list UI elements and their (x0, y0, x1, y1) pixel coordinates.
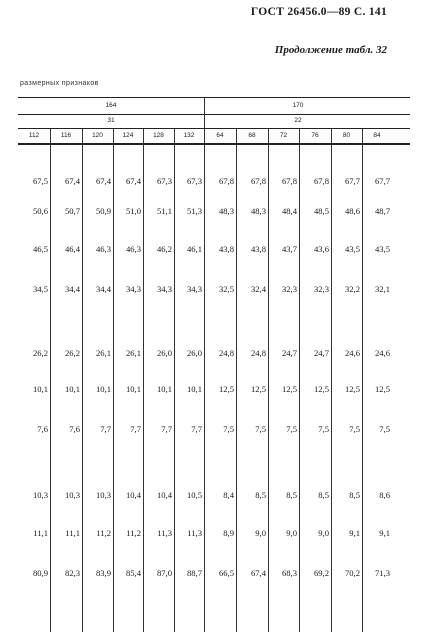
column-header: 128 (153, 132, 164, 139)
table-cell: 83,9 (95, 568, 111, 578)
table-cell: 67,5 (32, 176, 48, 186)
table-cell: 7,5 (255, 424, 266, 434)
table-cell: 8,5 (286, 490, 297, 500)
table-cell: 46,1 (186, 244, 202, 254)
table-cell: 7,5 (349, 424, 360, 434)
table-cell: 10,1 (125, 384, 141, 394)
table-cell: 10,1 (32, 384, 48, 394)
table-cell: 67,4 (95, 176, 111, 186)
column-divider (174, 129, 175, 632)
table-cell: 9,0 (318, 528, 329, 538)
table-cell: 43,6 (313, 244, 329, 254)
table-cell: 10,5 (186, 490, 202, 500)
table-cell: 51,3 (186, 206, 202, 216)
table-cell: 50,9 (95, 206, 111, 216)
table-cell: 7,5 (286, 424, 297, 434)
table-cell: 11,1 (33, 528, 48, 538)
table-caption: размерных признаков (20, 80, 99, 87)
table-cell: 51,1 (156, 206, 172, 216)
table-cell: 48,3 (218, 206, 234, 216)
table-cell: 10,1 (64, 384, 80, 394)
table-cell: 88,7 (186, 568, 202, 578)
table-cell: 68,3 (281, 568, 297, 578)
table-cell: 46,4 (64, 244, 80, 254)
table-cell: 46,3 (95, 244, 111, 254)
column-header: 120 (92, 132, 103, 139)
table-cell: 10,1 (186, 384, 202, 394)
table-cell: 32,2 (344, 284, 360, 294)
table-cell: 34,3 (125, 284, 141, 294)
column-header: 124 (122, 132, 134, 139)
group-header-170: 170 (292, 102, 304, 109)
table-cell: 9,0 (255, 528, 266, 538)
table-cell: 46,3 (125, 244, 141, 254)
table-cell: 50,6 (32, 206, 48, 216)
column-header: 64 (216, 132, 224, 139)
table-cell: 12,5 (250, 384, 266, 394)
table-cell: 26,2 (32, 348, 48, 358)
table-cell: 50,7 (64, 206, 80, 216)
table-cell: 8,5 (255, 490, 266, 500)
table-cell: 11,2 (126, 528, 141, 538)
table-cell: 7,5 (223, 424, 234, 434)
page-header: ГОСТ 26456.0—89 С. 141 (250, 6, 387, 18)
table-cell: 80,9 (32, 568, 48, 578)
table-cell: 46,2 (156, 244, 172, 254)
column-header: 116 (60, 132, 72, 139)
table-cell: 8,9 (223, 528, 234, 538)
table-cell: 67,8 (250, 176, 266, 186)
table-cell: 9,0 (286, 528, 297, 538)
table-cell: 24,7 (313, 348, 329, 358)
table-cell: 69,2 (313, 568, 329, 578)
table-cell: 67,4 (64, 176, 80, 186)
table-cell: 10,1 (95, 384, 111, 394)
table-cell: 24,6 (344, 348, 360, 358)
table-cell: 12,5 (281, 384, 297, 394)
table-cell: 11,1 (65, 528, 80, 538)
subgroup-rule (18, 128, 410, 129)
table-cell: 43,8 (218, 244, 234, 254)
table-cell: 48,7 (374, 206, 390, 216)
table-cell: 12,5 (313, 384, 329, 394)
table-cell: 9,1 (379, 528, 390, 538)
column-header: 72 (279, 132, 288, 139)
table-cell: 26,2 (64, 348, 80, 358)
table-cell: 11,3 (187, 528, 202, 538)
table-cell: 32,3 (313, 284, 329, 294)
table-cell: 67,3 (156, 176, 172, 186)
table-cell: 11,2 (96, 528, 111, 538)
table-cell: 8,4 (223, 490, 234, 500)
table-cell: 7,7 (191, 424, 202, 434)
subgroup-header-31: 31 (107, 117, 115, 124)
column-divider (113, 129, 114, 632)
table-cell: 67,8 (218, 176, 234, 186)
table-cell: 8,5 (349, 490, 360, 500)
table-cell: 67,8 (281, 176, 297, 186)
table-cell: 32,1 (374, 284, 390, 294)
table-cell: 51,0 (125, 206, 141, 216)
column-header: 68 (248, 132, 256, 139)
table-cell: 70,2 (344, 568, 360, 578)
table-cell: 8,5 (318, 490, 329, 500)
table-cell: 11,3 (157, 528, 172, 538)
table-cell: 10,3 (95, 490, 111, 500)
column-divider (50, 129, 51, 632)
table-cell: 9,1 (349, 528, 360, 538)
table-cell: 7,7 (100, 424, 111, 434)
table-cell: 26,0 (186, 348, 202, 358)
subgroup-header-22: 22 (294, 117, 302, 124)
table-cell: 34,4 (95, 284, 111, 294)
table-cell: 32,3 (281, 284, 297, 294)
table-cell: 24,6 (374, 348, 390, 358)
table-cell: 7,5 (318, 424, 329, 434)
table-cell: 10,1 (156, 384, 172, 394)
table-cell: 7,5 (379, 424, 390, 434)
table-cell: 71,3 (374, 568, 390, 578)
column-divider (268, 129, 269, 632)
table-cell: 67,7 (374, 176, 390, 186)
table-cell: 67,4 (125, 176, 141, 186)
header-bottom-rule (18, 143, 410, 145)
column-header: 112 (28, 132, 40, 139)
table-cell: 67,8 (313, 176, 329, 186)
table-cell: 48,6 (344, 206, 360, 216)
table-cell: 43,7 (281, 244, 297, 254)
table-cell: 43,5 (344, 244, 360, 254)
column-header: 132 (183, 132, 195, 139)
table-cell: 48,4 (281, 206, 297, 216)
table-cell: 26,0 (156, 348, 172, 358)
table-cell: 82,3 (64, 568, 80, 578)
table-cell: 32,4 (250, 284, 266, 294)
table-cell: 67,4 (250, 568, 266, 578)
table-cell: 24,8 (250, 348, 266, 358)
column-header: 76 (311, 132, 319, 139)
table-cell: 26,1 (95, 348, 111, 358)
table-cell: 12,5 (374, 384, 390, 394)
table-cell: 10,3 (32, 490, 48, 500)
table-cell: 67,7 (344, 176, 360, 186)
column-divider (331, 129, 332, 632)
table-cell: 10,3 (64, 490, 80, 500)
table-cell: 34,3 (156, 284, 172, 294)
table-cell: 43,5 (374, 244, 390, 254)
table-cell: 7,7 (161, 424, 172, 434)
table-cell: 34,4 (64, 284, 80, 294)
table-cell: 87,0 (156, 568, 172, 578)
table-cell: 7,7 (130, 424, 141, 434)
table-cell: 66,5 (218, 568, 234, 578)
table-cell: 34,5 (32, 284, 48, 294)
column-divider (143, 129, 144, 632)
table-cell: 67,3 (186, 176, 202, 186)
table-cell: 34,3 (186, 284, 202, 294)
column-header: 80 (342, 132, 351, 139)
table-cell: 7,6 (37, 424, 48, 434)
table-cell: 48,3 (250, 206, 266, 216)
table-cell: 12,5 (218, 384, 234, 394)
group-header-164: 164 (105, 102, 117, 109)
table-cell: 12,5 (344, 384, 360, 394)
table-cell: 32,5 (218, 284, 234, 294)
column-divider (299, 129, 300, 632)
table-cell: 43,8 (250, 244, 266, 254)
table-cell: 48,5 (313, 206, 329, 216)
table-top-rule (18, 97, 410, 98)
column-divider (82, 129, 83, 632)
column-divider (362, 129, 363, 632)
group-rule (18, 114, 410, 115)
table-cell: 24,7 (281, 348, 297, 358)
table-cell: 46,5 (32, 244, 48, 254)
table-cell: 8,6 (379, 490, 390, 500)
column-divider (236, 129, 237, 632)
table-cell: 7,6 (69, 424, 80, 434)
table-cell: 26,1 (125, 348, 141, 358)
table-cell: 85,4 (125, 568, 141, 578)
table-cell: 10,4 (156, 490, 172, 500)
table-cell: 24,8 (218, 348, 234, 358)
column-header: 84 (373, 132, 381, 139)
table-cell: 10,4 (125, 490, 141, 500)
table-continuation-label: Продолжение табл. 32 (274, 44, 387, 56)
